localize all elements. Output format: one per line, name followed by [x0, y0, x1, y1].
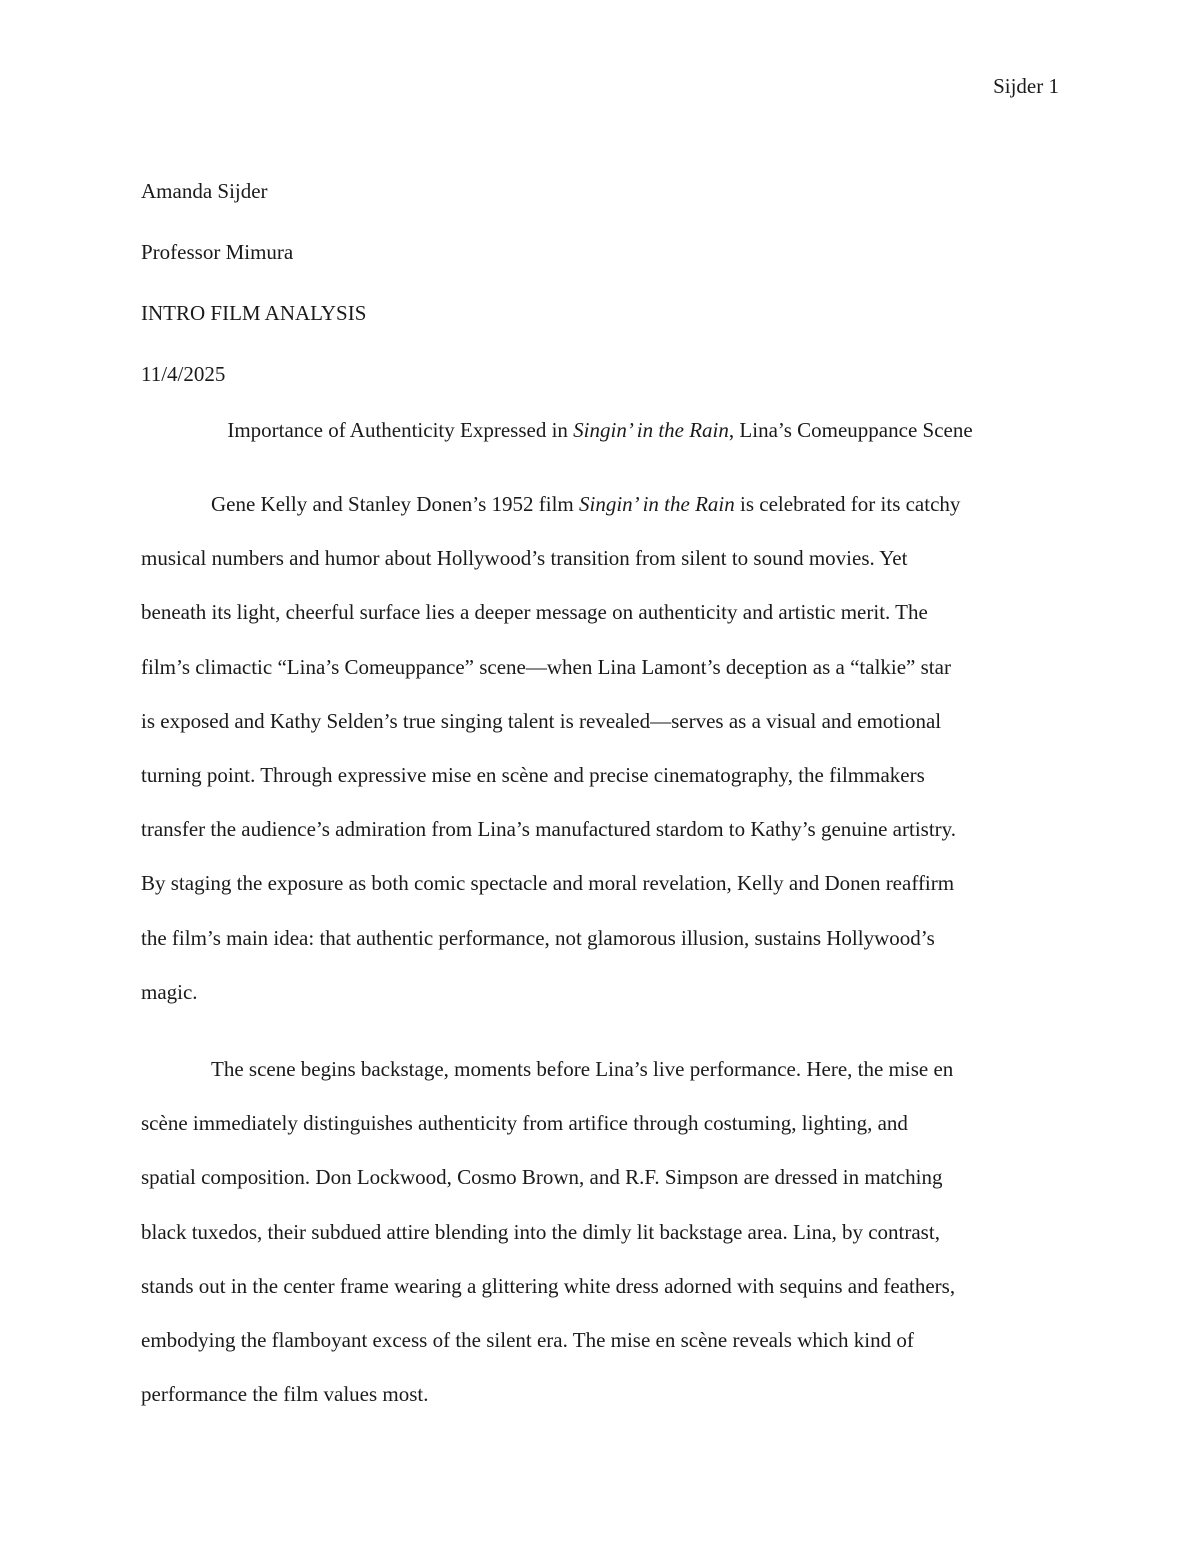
paragraph-line: film’s climactic “Lina’s Comeuppance” scene—when Lina Lamont’s deception as a “talkie” star	[141, 654, 951, 679]
title-part-1: Importance of Authenticity Expressed in	[227, 418, 574, 442]
line-text: is celebrated for its catchy	[734, 492, 961, 516]
body-paragraph-2	[141, 1042, 1059, 1421]
essay-title	[141, 414, 1059, 446]
paragraph-line: embodying the flamboyant excess of the silent era. The mise en scène reveals which kind of	[141, 1328, 914, 1353]
paragraph-line: spatial composition. Don Lockwood, Cosmo Brown, and R.F. Simpson are dressed in matching	[141, 1165, 943, 1190]
professor-name: Professor Mimura	[141, 240, 294, 264]
paragraph-line: transfer the audience’s admiration from Lina’s manufactured stardom to Kathy’s genuine artistry.	[141, 817, 957, 842]
paragraph-line: beneath its light, cheerful surface lies a deeper message on authenticity and artistic merit. The	[141, 600, 928, 625]
mla-heading	[141, 161, 1059, 405]
author-name: Amanda Sijder	[141, 179, 268, 203]
paragraph-line: black tuxedos, their subdued attire blending into the dimly lit backstage area. Lina, by contrast,	[141, 1219, 940, 1244]
body-paragraph-1	[141, 477, 1059, 1019]
paragraph-line: scène immediately distinguishes authenticity from artifice through costuming, lighting, and	[141, 1111, 908, 1136]
title-film-name: Singin’ in the Rain	[573, 418, 729, 442]
paragraph-line: is exposed and Kathy Selden’s true singing talent is revealed—serves as a visual and emotional	[141, 708, 942, 733]
paragraph-line: stands out in the center frame wearing a glittering white dress adorned with sequins and feathers,	[141, 1273, 956, 1298]
paragraph-line: performance the film values most.	[141, 1382, 429, 1407]
paragraph-line: musical numbers and humor about Hollywood’s transition from silent to sound movies. Yet	[141, 546, 908, 571]
date: 11/4/2025	[141, 362, 226, 386]
film-title-italic: Singin’ in the Rain	[579, 492, 735, 516]
paragraph-line: The scene begins backstage, moments before Lina’s live performance. Here, the mise en	[211, 1057, 954, 1081]
paragraph-line: By staging the exposure as both comic spectacle and moral revelation, Kelly and Donen reaffirm	[141, 871, 955, 896]
line-text: Gene Kelly and Stanley Donen’s 1952 film	[211, 492, 580, 516]
paragraph-line: turning point. Through expressive mise en scène and precise cinematography, the filmmakers	[141, 763, 925, 788]
paragraph-line: magic.	[141, 979, 198, 1004]
running-head: Sijder 1	[993, 74, 1059, 98]
title-part-2: , Lina’s Comeuppance Scene	[728, 418, 973, 442]
paragraph-line: the film’s main idea: that authentic performance, not glamorous illusion, sustains Hollywood’s	[141, 925, 935, 950]
paragraph-line	[141, 477, 1059, 531]
course-name: INTRO FILM ANALYSIS	[141, 301, 367, 325]
